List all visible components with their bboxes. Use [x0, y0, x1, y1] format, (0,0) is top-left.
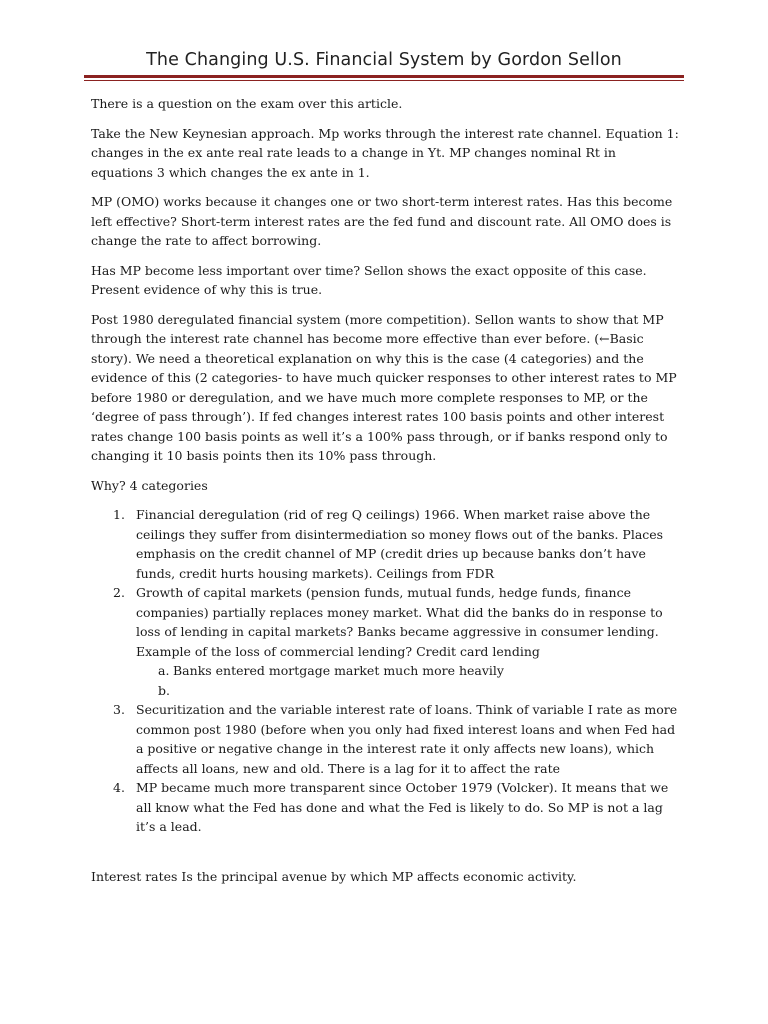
sub-list-item — [136, 681, 681, 701]
paragraph-omo: MP (OMO) works because it changes one or two short-term interest rates. Has this become left effective? Short-term interest rates are the fed fund and discount rate. All OMO does is change the rate to affect borrowing. — [91, 194, 673, 248]
paragraph-exam-note: There is a question on the exam over this article. — [91, 96, 403, 111]
paragraph-why: Why? 4 categories — [91, 477, 208, 493]
categories-list — [91, 505, 681, 837]
sub-list-item — [136, 661, 681, 681]
sub-list-item-text: Banks entered mortgage market much more heavily — [173, 663, 504, 678]
sub-list-item-text — [173, 683, 177, 698]
sub-list — [136, 661, 681, 700]
sub-list-letter: b. — [158, 682, 170, 698]
sub-list-letter: a. — [158, 663, 170, 678]
header-rule-thick — [84, 75, 684, 78]
list-number: 1. — [113, 507, 125, 522]
document-body — [91, 94, 681, 896]
list-item — [91, 583, 681, 700]
paragraph-keynesian: Take the New Keynesian approach. Mp works through the interest rate channel. Equation 1: changes in the ex ante real rate leads to a change in Yt. MP changes nominal Rt in equations 3 which changes the ex ante in 1. — [91, 125, 679, 180]
paragraph-closing: Interest rates Is the principal avenue by which MP affects economic activity. — [91, 868, 577, 884]
list-item-text: Growth of capital markets (pension funds, mutual funds, hedge funds, finance companies) partially replaces money market. What did the banks do in response to loss of lending in capital markets? Banks became aggressive in consumer lending. Example of the loss of commercial lending? Credit card lending — [136, 585, 663, 659]
list-item — [91, 778, 681, 837]
list-item — [91, 700, 681, 778]
list-number: 4. — [113, 780, 125, 795]
list-item — [91, 505, 681, 583]
list-number: 3. — [113, 702, 125, 717]
list-item-text: MP became much more transparent since October 1979 (Volcker). It means that we all know what the Fed has done and what the Fed is likely to do. So MP is not a lag it’s a lead. — [136, 780, 669, 834]
spacer — [91, 837, 681, 867]
list-number: 2. — [113, 585, 125, 600]
paragraph-importance: Has MP become less important over time? Sellon shows the exact opposite of this case. Present evidence of why this is true. — [91, 262, 647, 297]
paragraph-post-1980: Post 1980 deregulated financial system (more competition). Sellon wants to show that MP through the interest rate channel has become more effective than ever before. (←Basic story). We need a theoretical explanation on why this is the case (4 categories) and the evidence of this (2 categories- to have much quicker responses to other interest rates to MP before 1980 or deregulation, and we have much more complete responses to MP, or the ‘degree of pass through’). If fed changes interest rates 100 basis points and other interest rates change 100 basis points as well it’s a 100% pass through, or if banks respond only to changing it 10 basis points then its 10% pass through. — [91, 311, 677, 463]
list-item-text: Securitization and the variable interest rate of loans. Think of variable I rate as more common post 1980 (before when you only had fixed interest loans and when Fed had a positive or negative change in the interest rate it only affects new loans), which affects all loans, new and old. There is a lag for it to affect the rate — [136, 702, 678, 776]
page-title: The Changing U.S. Financial System by Gordon Sellon — [146, 50, 622, 70]
header-rule-thin — [84, 80, 684, 81]
list-item-text: Financial deregulation (rid of reg Q ceilings) 1966. When market raise above the ceilings they suffer from disintermediation so money flows out of the banks. Places emphasis on the credit channel of MP (credit dries up because banks don’t have funds, credit hurts housing markets). Ceilings from FDR — [136, 507, 664, 581]
